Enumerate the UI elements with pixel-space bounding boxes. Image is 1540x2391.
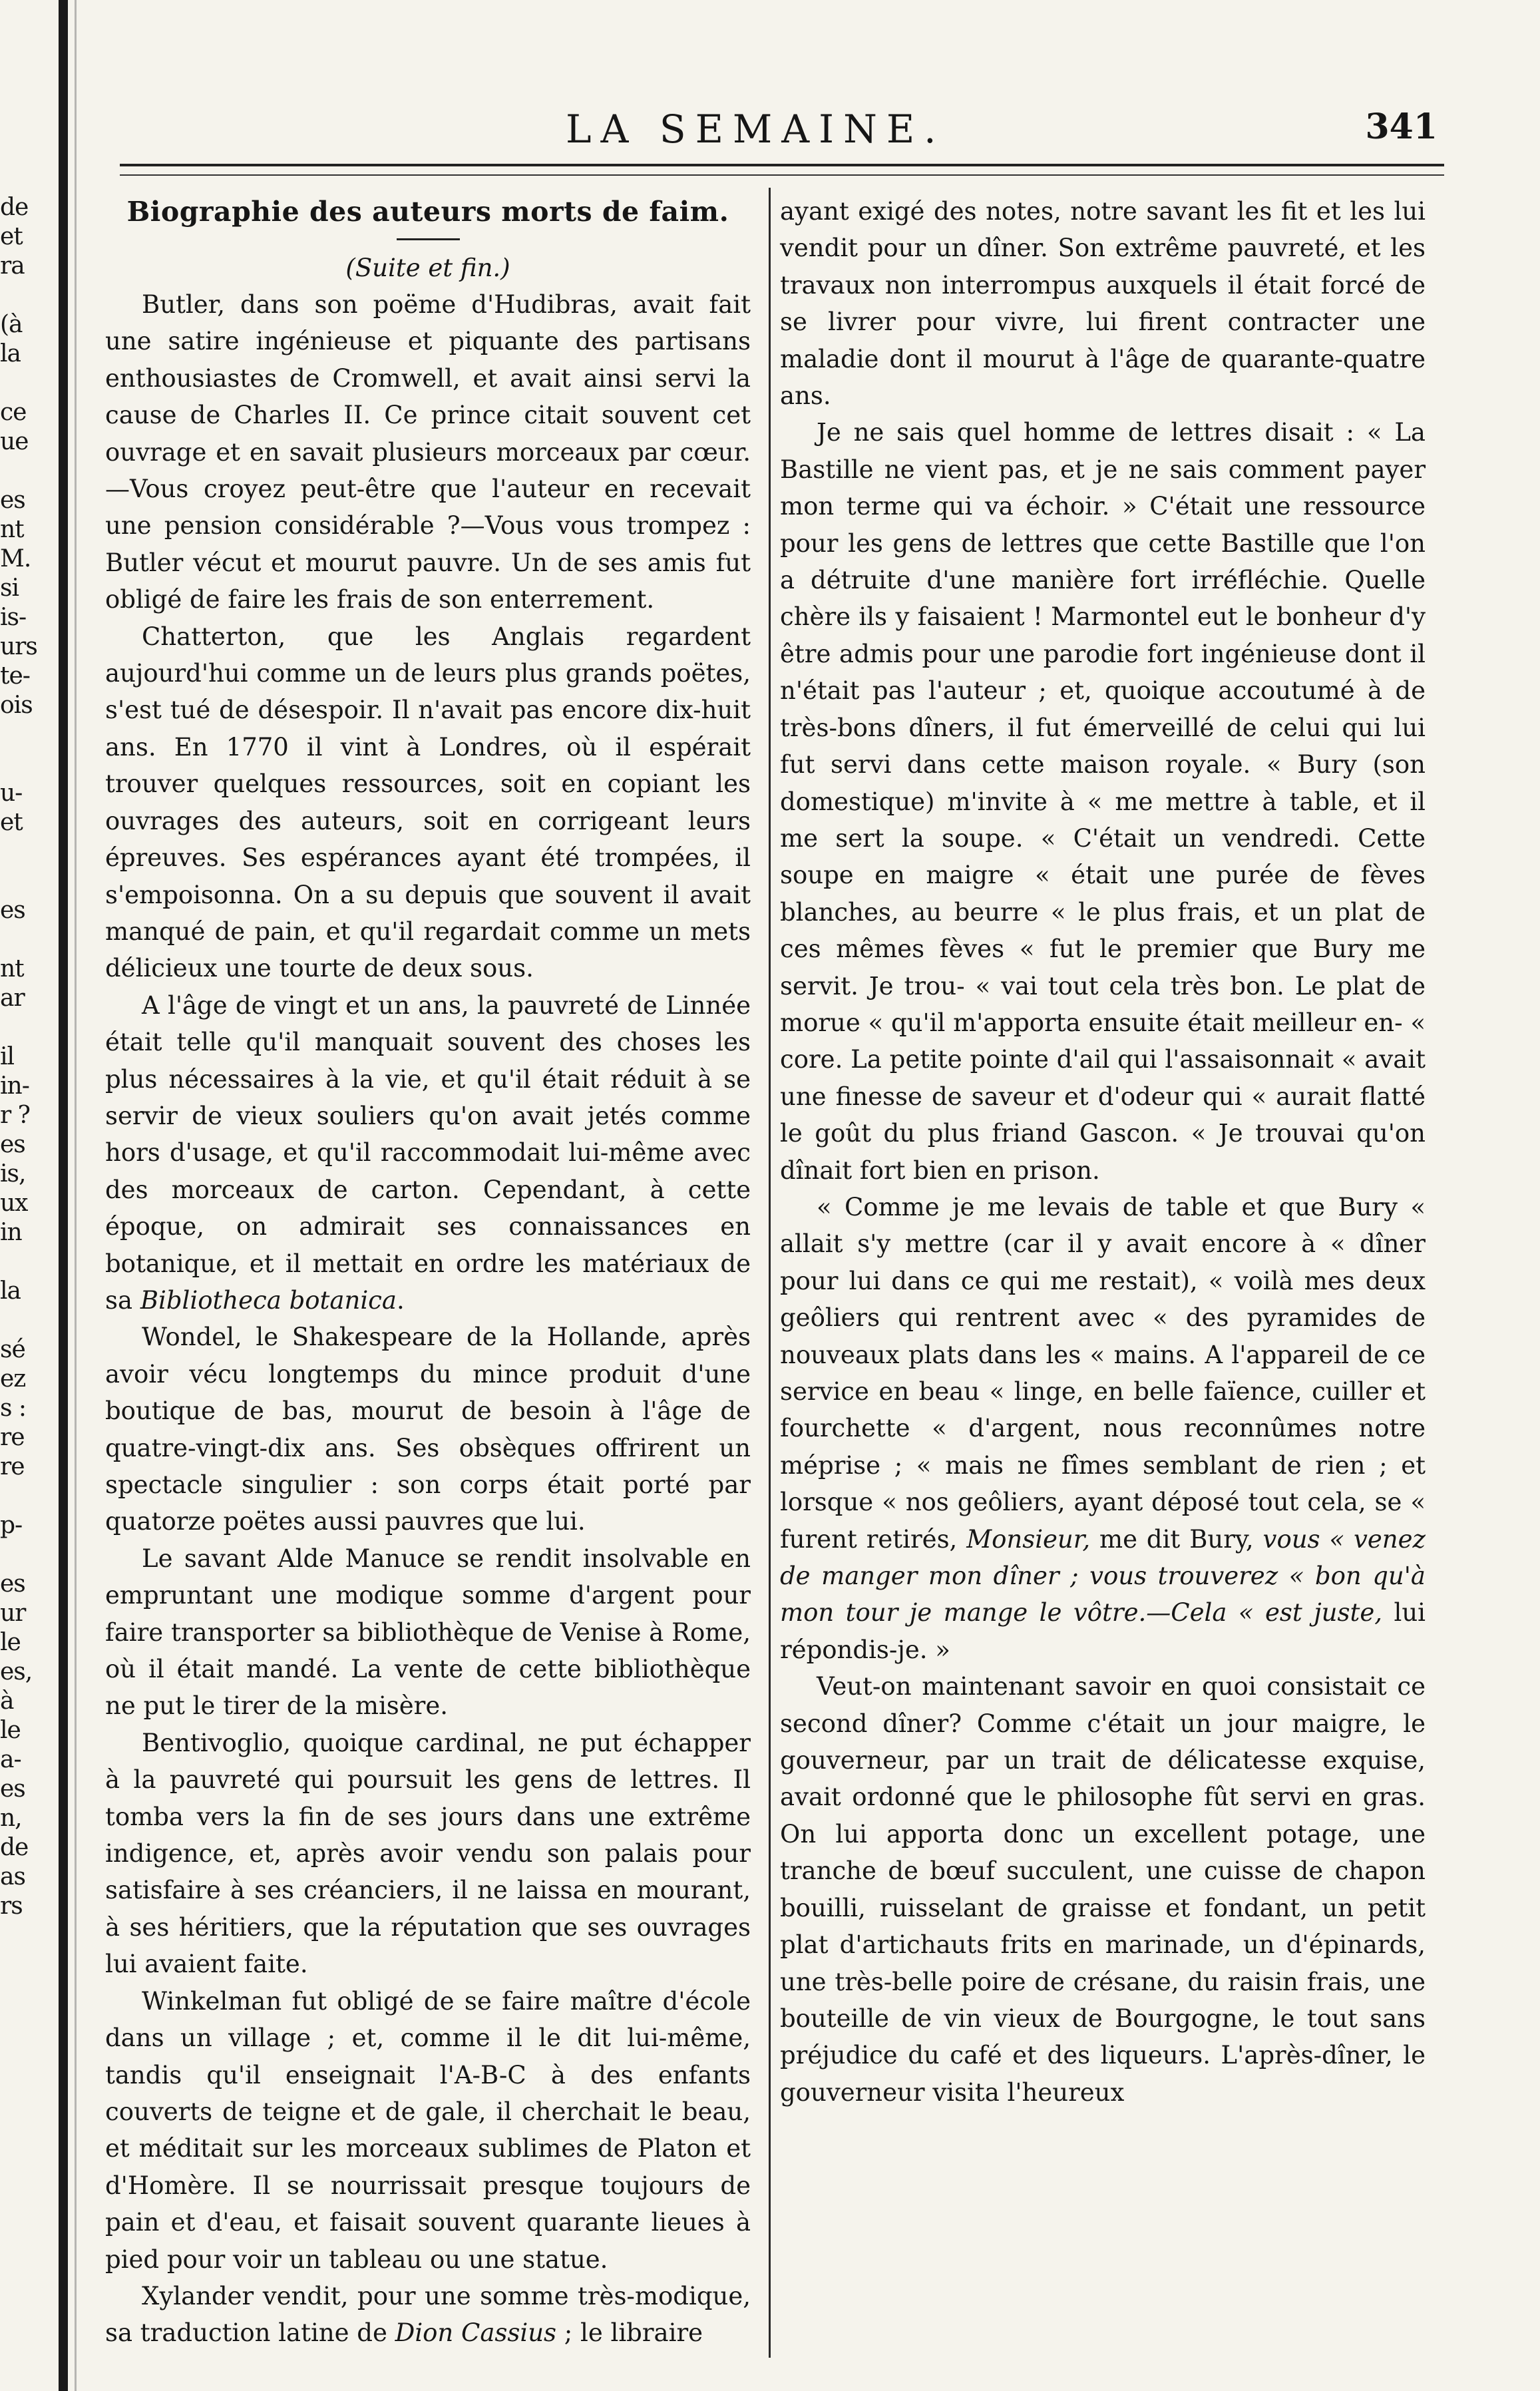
paragraph-text: Wondel, le Shakespeare de la Hollande, après avoir vécu longtemps du mince produit d'une boutique de bas, mourut de besoin à l'âge de quatre-vingt-dix ans. Ses obsèques offrirent un spectacle singulier : son corps était porté par quatorze poëtes aussi pauvres que lui. xyxy=(105,1323,751,1536)
margin-fragment: à xyxy=(0,1687,14,1715)
margin-fragment: la xyxy=(0,340,21,367)
margin-fragment xyxy=(0,1306,47,1335)
italic-text: Bibliotheca botanica xyxy=(140,1285,397,1315)
margin-fragment: te- xyxy=(0,662,30,690)
previous-page-margin xyxy=(0,193,47,2323)
margin-fragment xyxy=(0,1247,47,1277)
paragraph-wondel xyxy=(105,1319,751,1540)
margin-fragment xyxy=(0,1013,47,1042)
paragraph-text: lui répondis-je. » xyxy=(780,1598,1426,1664)
margin-fragment: n, xyxy=(0,1805,22,1832)
paragraph-butler xyxy=(105,286,751,618)
paragraph-text: me dit Bury, xyxy=(1090,1524,1263,1554)
paragraph-text: Je ne sais quel homme de lettres disait : « La Bastille ne vient pas, et je ne sais comment payer mon terme qui va échoir. » C'était une ressource pour les gens de lettres que cette Bastille que l'on a détruite d'une manière fort irréfléchie. Quelle chère ils y faisaient ! Marmontel eut le bonheur d'y être admis pour une parodie fort ingénieuse dont il n'était pas l'auteur ; et, quoique accoutumé à de très-bons dîners, il fut émerveillé de celui qui lui fut servi dans cette maison royale. « Bury (son domestique) m'invite à « me mettre à table, et il me sert la soupe. « C'était un vendredi. Cette soupe en maigre « était une purée de fèves blanches, au beurre « le plus frais, et un plat de ces mêmes fèves « fut le premier que Bury me servit. Je trou- « vai tout cela très bon. Le plat de morue « qu'il m'apporta ensuite était meilleur en- « core. La petite pointe d'ail qui l'assaisonnait « avait une finesse de saveur et d'odeur qui « aurait flatté le goût du plus friand Gascon. « Je trouvai qu'on dînait fort bien en prison. xyxy=(780,418,1426,1185)
paragraph-text: Le savant Alde Manuce se rendit insolvable en empruntant une modique somme d'argent pour faire transporter sa bibliothèque de Venise à Rome, où il était mandé. La vente de cette bibliothèque ne put le tirer de la misère. xyxy=(105,1544,751,1721)
margin-fragment: M. xyxy=(0,545,31,572)
header-rule xyxy=(120,164,1444,166)
paragraph-text: ayant exigé des notes, notre savant les fit et les lui vendit pour un dîner. Son extrême pauvreté, et les travaux non interrompus auxquels il était forcé de se livrer pour vivre, lui firent contracter une maladie dont il mourut à l'âge de quarante-quatre ans. xyxy=(780,197,1426,411)
paragraph-chatterton xyxy=(105,618,751,987)
margin-fragment: es xyxy=(0,1775,25,1803)
margin-fragment: si xyxy=(0,574,19,602)
margin-fragment: a- xyxy=(0,1746,21,1773)
header-rule-thin xyxy=(120,174,1444,176)
column-divider xyxy=(769,188,771,2358)
paragraph-text: . xyxy=(396,1285,405,1315)
margin-fragment xyxy=(0,1482,47,1511)
paragraph-text: Veut-on maintenant savoir en quoi consistait ce second dîner? Comme c'était un jour maigre, le gouverneur, par un trait de délicatesse exquise, avait ordonné que le philosophe fût servi en gras. On lui apporta donc un excellent potage, une tranche de bœuf succulent, une cuisse de chapon bouilli, ruisselant de graisse et fondant, un petit plat d'artichauts frits en marinade, un d'épinards, une très-belle poire de crésane, du raisin frais, une bouteille de vin vieux de Bourgogne, le tout sans préjudice du café et des liqueurs. L'après-dîner, le gouverneur visita l'heureux xyxy=(780,1672,1426,2107)
margin-fragment: re xyxy=(0,1453,25,1480)
running-head xyxy=(120,107,1444,160)
margin-fragment: ar xyxy=(0,984,25,1012)
margin-fragment: is- xyxy=(0,604,27,631)
paragraph-alde xyxy=(105,1540,751,1725)
paragraph-text: « Comme je me levais de table et que Bury « allait s'y mettre (car il y avait encore à « dîner pour lui dans ce qui me restait), « voilà mes deux geôliers qui rentrent avec « des pyramides de nouveaux plats dans les « mains. A l'appareil de ce service en beau « linge, en belle faïence, cuiller et fourchette « d'argent, nous reconnûmes notre méprise ; « mais ne fîmes semblant de rien ; et lorsque « nos geôliers, ayant déposé tout cela, se « furent retirés, xyxy=(780,1192,1426,1554)
paragraph-xylander xyxy=(780,193,1426,414)
margin-fragment: es xyxy=(0,487,25,514)
margin-fragment xyxy=(0,1540,47,1570)
margin-fragment: ur xyxy=(0,1600,26,1627)
binding-edge xyxy=(59,0,68,2391)
margin-fragment: (à xyxy=(0,311,23,338)
paragraph-text: Butler, dans son poëme d'Hudibras, avait fait une satire ingénieuse et piquante des partisans enthousiastes de Cromwell, et avait ainsi servi la cause de Charles II. Ce prince citait souvent cet ouvrage et en savait plusieurs morceaux par cœur.—Vous croyez peut-être que l'auteur en recevait une pension considérable ?—Vous vous trompez : Butler vécut et mourut pauvre. Un de ses amis fut obligé de faire les frais de son enterrement. xyxy=(105,290,751,614)
margin-fragment: le xyxy=(0,1629,21,1656)
binding-shadow xyxy=(75,0,77,2391)
column-left xyxy=(105,193,751,2352)
margin-fragment: et xyxy=(0,809,23,836)
column-right xyxy=(780,193,1426,2111)
margin-fragment xyxy=(0,369,47,398)
margin-fragment: la xyxy=(0,1277,21,1305)
title-rule xyxy=(397,238,460,240)
paragraph-winkelman xyxy=(105,1983,751,2278)
paragraph-text: Chatterton, que les Anglais regardent aujourd'hui comme un de leurs plus grands poëtes, s'est tué de désespoir. Il n'avait pas encore dix-huit ans. En 1770 il vint à Londres, où il espérait trouver quelques ressources, soit en copiant les ouvrages des auteurs, soit en corrigeant leurs épreuves. Ses espérances ayant été trompées, il s'empoisonna. On a su depuis que souvent il avait manqué de pain, et qu'il regardait comme un mets délicieux une tourte de deux sous. xyxy=(105,622,751,983)
right-column-body xyxy=(780,193,1426,2111)
margin-fragment: u- xyxy=(0,779,23,807)
margin-fragment xyxy=(0,750,47,779)
italic-text: Dion Cassius xyxy=(395,2318,557,2348)
paragraph-text: A l'âge de vingt et un ans, la pauvreté de Linnée était telle qu'il manquait souvent des choses les plus nécessaires à la vie, et qu'il était réduit à se servir de vieux souliers qu'on avait jetés comme hors d'usage, et qu'il raccommodait lui-même avec des morceaux de carton. Cependant, à cette époque, on admirait ses connaissances en botanique, et il mettait en ordre les matériaux de sa xyxy=(105,990,751,1315)
paragraph-text: ; le libraire xyxy=(556,2318,703,2348)
margin-fragment: nt xyxy=(0,955,24,982)
margin-fragment: nt xyxy=(0,516,24,543)
margin-fragment: de xyxy=(0,1834,29,1861)
margin-fragment: le xyxy=(0,1717,21,1744)
margin-fragment: p- xyxy=(0,1512,23,1539)
italic-text: Monsieur, xyxy=(966,1524,1091,1554)
journal-title: LA SEMAINE. xyxy=(566,107,946,152)
margin-fragment xyxy=(0,837,47,867)
paragraph-xylander xyxy=(105,2278,751,2352)
margin-fragment: re xyxy=(0,1424,25,1451)
margin-fragment: ez xyxy=(0,1365,26,1393)
margin-fragment: ra xyxy=(0,252,25,280)
margin-fragment: ois xyxy=(0,692,33,719)
margin-fragment: r ? xyxy=(0,1102,30,1129)
margin-fragment: de xyxy=(0,194,29,221)
margin-fragment: in xyxy=(0,1219,22,1246)
margin-fragment: ux xyxy=(0,1190,28,1217)
margin-fragment: sé xyxy=(0,1336,25,1363)
margin-fragment: as xyxy=(0,1863,25,1890)
margin-fragment: ce xyxy=(0,399,27,426)
article-subtitle: (Suite et fin.) xyxy=(345,254,510,282)
margin-fragment xyxy=(0,720,47,750)
margin-fragment: es xyxy=(0,897,25,924)
paragraph-text: Winkelman fut obligé de se faire maître d'école dans un village ; et, comme il le dit lui-même, tandis qu'il enseignait l'A-B-C à des enfants couverts de teigne et de gale, il cherchait le beau, et méditait sur les morceaux sublimes de Platon et d'Homère. Il se nourrissait presque toujours de pain et d'eau, et faisait souvent quarante lieues à pied pour voir un tableau ou une statue. xyxy=(105,1986,751,2274)
article-title: Biographie des auteurs morts de faim. xyxy=(126,196,729,228)
margin-fragment: s : xyxy=(0,1395,27,1422)
paragraph-comme-je xyxy=(780,1189,1426,1668)
margin-fragment: es xyxy=(0,1131,25,1158)
paragraph-linnee xyxy=(105,987,751,1319)
margin-fragment: urs xyxy=(0,633,37,660)
margin-fragment: rs xyxy=(0,1892,23,1920)
paragraph-bentivoglio xyxy=(105,1725,751,1983)
paragraph-veut-on xyxy=(780,1668,1426,2111)
margin-fragment: ue xyxy=(0,428,29,455)
paragraph-homme-de-lettres xyxy=(780,414,1426,1189)
margin-fragment xyxy=(0,281,47,310)
margin-fragment: in- xyxy=(0,1072,29,1100)
margin-fragment: is, xyxy=(0,1160,26,1188)
margin-fragment xyxy=(0,867,47,896)
paragraph-text: Bentivoglio, quoique cardinal, ne put échapper à la pauvreté qui poursuit les gens de lettres. Il tomba vers la fin de ses jours dans une extrême indigence, et, après avoir vendu son palais pour satisfaire à ses créanciers, il ne laissa en mourant, à ses héritiers, que la réputation que ses ouvrages lui avaient faite. xyxy=(105,1728,751,1979)
italic-text: vous « venez de manger mon dîner ; vous trouverez « bon qu'à mon tour je mange le vôtre.—Cela « est juste, xyxy=(780,1524,1426,1628)
margin-fragment xyxy=(0,457,47,486)
margin-fragment: es xyxy=(0,1570,25,1598)
margin-fragment: es, xyxy=(0,1658,33,1685)
margin-fragment xyxy=(0,925,47,955)
margin-fragment: et xyxy=(0,223,23,250)
paragraph-text: Xylander vendit, pour une somme très-modique, sa traduction latine de xyxy=(105,2281,751,2348)
margin-fragment: il xyxy=(0,1043,15,1070)
page-number: 341 xyxy=(1365,107,1438,147)
left-column-body xyxy=(105,286,751,2352)
